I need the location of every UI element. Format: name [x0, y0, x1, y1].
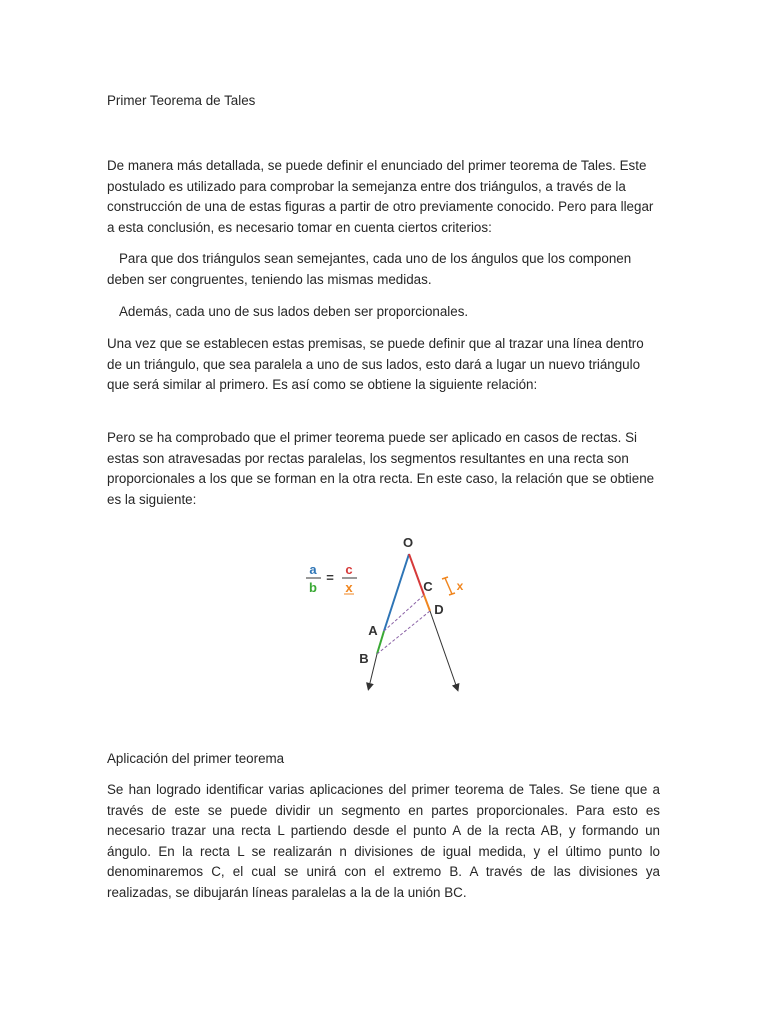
paragraph-intro: De manera más detallada, se puede definir el enunciado del primer teorema de Tales. Este postulado es utilizado para comprobar la semejanza entre dos triángulos, a través de la construcción de una de estas figuras a partir de otro previamente conocido. Pero para llegar a esta conclusión, es necesario tomar en cuenta ciertos criterios: [107, 158, 654, 235]
ray-right-cd [424, 595, 430, 611]
thales-diagram-svg [297, 530, 472, 702]
x-measure-bracket [442, 577, 455, 595]
point-label-d: D [434, 602, 444, 617]
paragraph-aplicacion: Se han logrado identificar varias aplicaciones del primer teorema de Tales. Se tiene que a través de este se puede dividir un segmento en partes proporcionales. Para esto es necesario trazar una recta L partiendo desde el punto A de la recta AB, y formando un ángulo. En la recta L se realizarán n divisiones de igual medida, y el último punto lo denominaremos C, el cual se unirá con el extremo B. A través de las divisiones ya realizadas, se dibujarán líneas paralelas a la de la unión BC. [107, 782, 660, 900]
formula-c: c [345, 562, 353, 577]
proportion-formula [306, 562, 357, 595]
point-label-o: O [402, 535, 414, 550]
point-label-c: C [423, 579, 433, 594]
parallel-line-bd [377, 611, 430, 654]
section-heading-aplicacion: Aplicación del primer teorema [107, 751, 285, 766]
paragraph-rectas: Pero se ha comprobado que el primer teorema puede ser aplicado en casos de rectas. Si estas son atravesadas por rectas paralelas, los segmentos resultantes en una recta son proporcionales a los que se forman en la otra recta. En este caso, la relación que se obtiene es la siguiente: [107, 430, 655, 507]
paragraph-relation: Una vez que se establecen estas premisas, se puede definir que al trazar una línea dentro de un triángulo, que sea paralela a uno de sus lados, esto dará a lugar un nuevo triángulo que será similar al primero. Es así como se obtiene la siguiente relación: [107, 336, 644, 392]
paragraph-criterion-sides: Además, cada uno de sus lados deben ser proporcionales. [119, 304, 469, 319]
ray-right-extension [430, 611, 457, 688]
formula-x: x [345, 580, 353, 595]
ray-left-extension [369, 654, 377, 687]
measure-label-x: x [456, 579, 464, 593]
formula-b: b [309, 580, 317, 595]
point-label-a: A [368, 623, 378, 638]
point-label-b: B [359, 651, 369, 666]
ray-left-ab [377, 631, 384, 654]
thales-diagram [297, 530, 472, 702]
paragraph-criterion-angles: Para que dos triángulos sean semejantes, cada uno de los ángulos que los componen deben ser congruentes, teniendo las mismas medidas. [107, 251, 632, 287]
ray-right-oc [409, 554, 424, 595]
formula-equals: = [326, 570, 334, 585]
formula-a: a [309, 562, 317, 577]
section-heading-primer-teorema: Primer Teorema de Tales [107, 93, 256, 108]
